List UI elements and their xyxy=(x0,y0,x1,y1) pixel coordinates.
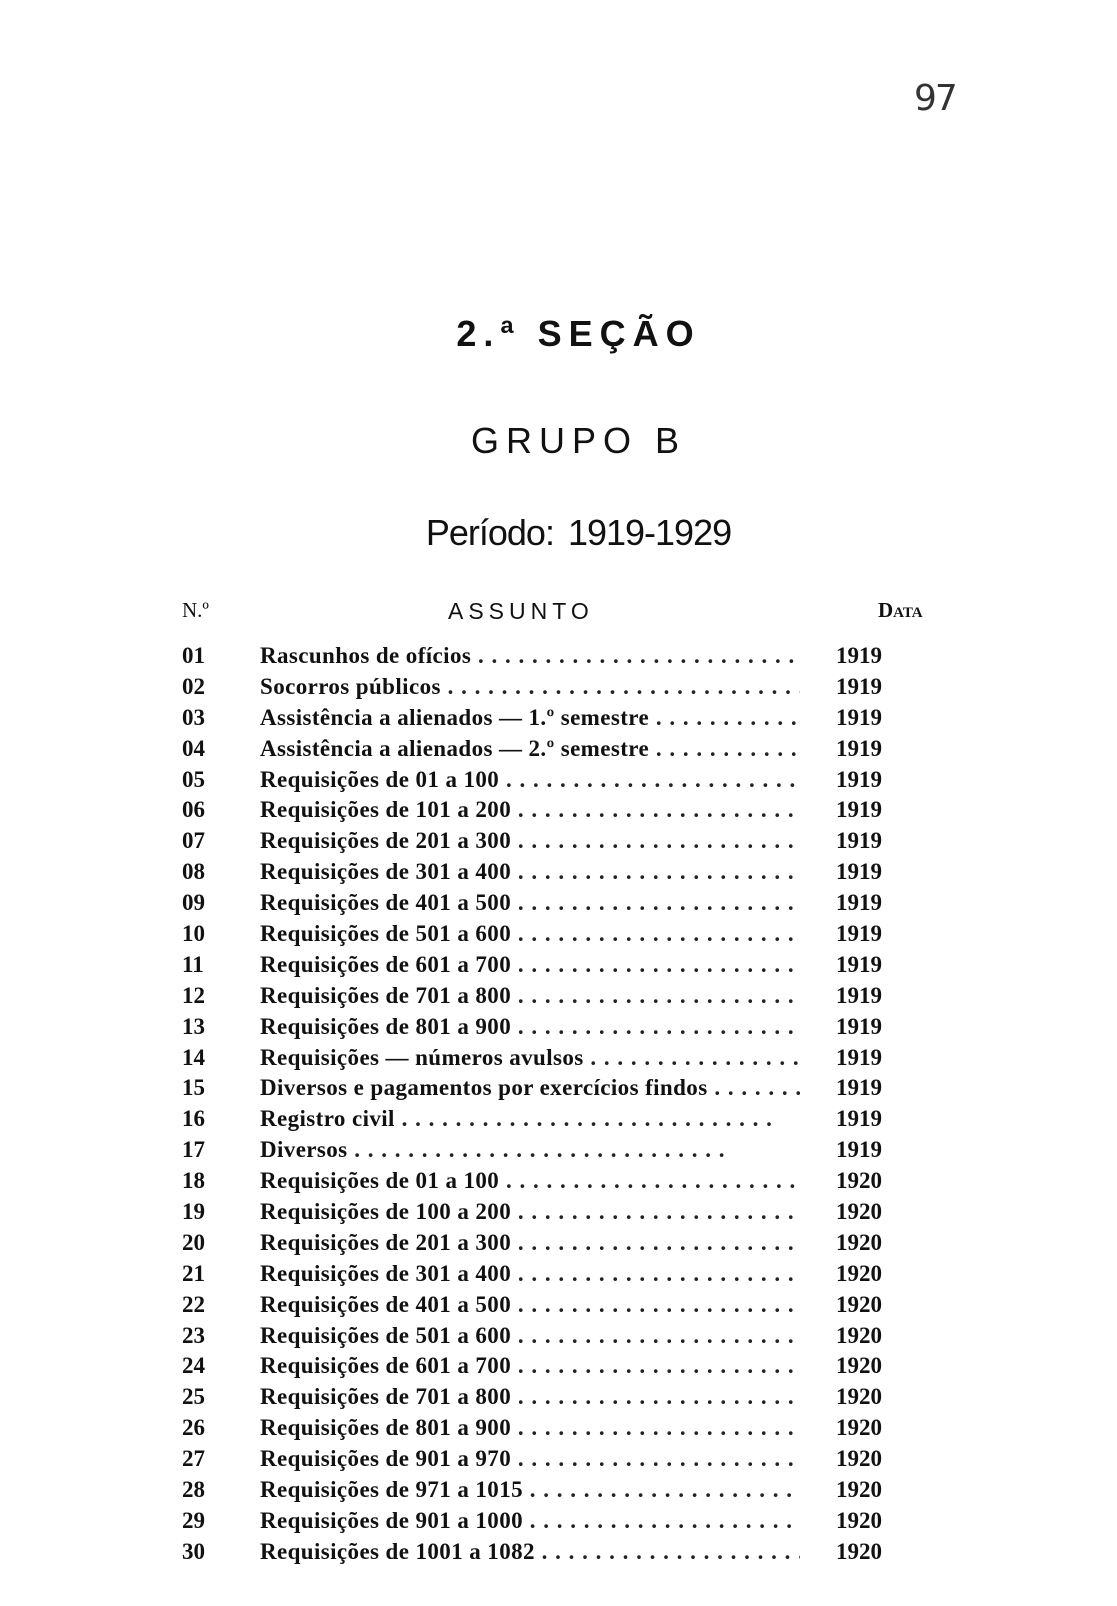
item-subject: Requisições de 100 a 200 . . xyxy=(260,1197,800,1227)
page-number: 97 xyxy=(914,78,956,119)
item-date: 1919 xyxy=(836,735,882,761)
list-item xyxy=(180,1043,910,1074)
item-subject: Requisições de 301 a 400 . . xyxy=(260,857,800,887)
item-subject: Rascunhos de ofícios . . xyxy=(260,641,800,671)
item-subject: Registro civil . . xyxy=(260,1104,800,1134)
item-date: 1919 xyxy=(836,1137,882,1163)
item-subject: Requisições de 601 a 700 . . xyxy=(260,1351,800,1381)
item-date: 1919 xyxy=(836,859,882,885)
item-number: 12 xyxy=(182,982,205,1008)
item-date: 1919 xyxy=(836,766,882,792)
list-item xyxy=(180,1290,910,1321)
item-number: 06 xyxy=(182,797,205,823)
item-number: 27 xyxy=(182,1446,205,1472)
item-date: 1919 xyxy=(836,643,882,668)
list-item xyxy=(180,1104,910,1135)
item-subject: Requisições de 801 a 900 . . xyxy=(260,1413,800,1443)
item-date: 1919 xyxy=(836,982,882,1008)
group-title: GRUPO B xyxy=(470,420,687,461)
item-subject: Diversos . . xyxy=(260,1135,800,1165)
item-date: 1920 xyxy=(836,1322,882,1348)
item-date: 1919 xyxy=(836,1075,882,1101)
item-subject: Requisições de 301 a 400 . . xyxy=(260,1259,800,1289)
item-date: 1919 xyxy=(836,673,882,699)
item-number: 02 xyxy=(182,673,205,699)
item-subject: Assistência a alienados — 2.º semestre . . xyxy=(260,734,800,764)
item-number: 13 xyxy=(182,1013,205,1039)
item-subject: Requisições de 501 a 600 . . xyxy=(260,1321,800,1351)
list-item xyxy=(180,981,910,1012)
item-date: 1919 xyxy=(836,704,882,730)
list-item xyxy=(180,765,910,796)
item-number: 26 xyxy=(182,1415,205,1441)
item-subject: Requisições de 971 a 1015 . . xyxy=(260,1475,800,1505)
item-number: 11 xyxy=(182,951,204,977)
list-item xyxy=(180,1413,910,1444)
item-number: 18 xyxy=(182,1168,205,1194)
item-subject: Requisições de 601 a 700 . . xyxy=(260,950,800,980)
list-item xyxy=(180,1321,910,1352)
item-number: 25 xyxy=(182,1384,205,1410)
list-item xyxy=(180,1012,910,1043)
period-line xyxy=(0,512,1117,554)
item-date: 1920 xyxy=(836,1507,882,1533)
list-item xyxy=(180,888,910,919)
list-item xyxy=(180,826,910,857)
item-date: 1920 xyxy=(836,1415,882,1441)
item-date: 1920 xyxy=(836,1168,882,1194)
list-item xyxy=(180,1351,910,1382)
item-number: 14 xyxy=(182,1044,205,1070)
item-date: 1920 xyxy=(836,1353,882,1379)
item-subject: Requisições — números avulsos . . xyxy=(260,1043,800,1073)
item-number: 01 xyxy=(182,643,205,668)
records-list xyxy=(180,641,910,1568)
period-label: Período: xyxy=(425,512,554,553)
list-item xyxy=(180,857,910,888)
item-subject: Requisições de 501 a 600 . . xyxy=(260,919,800,949)
item-subject: Requisições de 01 a 100 . . xyxy=(260,1166,800,1196)
item-date: 1919 xyxy=(836,890,882,916)
item-date: 1919 xyxy=(836,828,882,854)
item-subject: Requisições de 701 a 800 . . xyxy=(260,981,800,1011)
item-number: 07 xyxy=(182,828,205,854)
column-header-number: N.º xyxy=(182,598,209,622)
list-item xyxy=(180,734,910,765)
item-date: 1920 xyxy=(836,1477,882,1503)
item-date: 1920 xyxy=(836,1229,882,1255)
item-date: 1920 xyxy=(836,1291,882,1317)
period-value: 1919-1929 xyxy=(567,512,732,553)
list-item xyxy=(180,795,910,826)
list-item xyxy=(180,703,910,734)
list-item xyxy=(180,1135,910,1166)
list-item xyxy=(180,1197,910,1228)
list-item xyxy=(180,1382,910,1413)
item-number: 30 xyxy=(182,1538,205,1564)
item-number: 29 xyxy=(182,1507,205,1533)
item-number: 20 xyxy=(182,1229,205,1255)
item-number: 09 xyxy=(182,890,205,916)
item-date: 1920 xyxy=(836,1538,882,1564)
list-item xyxy=(180,919,910,950)
item-number: 05 xyxy=(182,766,205,792)
item-subject: Requisições de 401 a 500 . . xyxy=(260,888,800,918)
item-number: 19 xyxy=(182,1199,205,1225)
item-subject: Diversos e pagamentos por exercícios findos . . xyxy=(260,1073,800,1103)
item-number: 22 xyxy=(182,1291,205,1317)
item-date: 1920 xyxy=(836,1384,882,1410)
item-subject: Socorros públicos . . xyxy=(260,672,800,702)
item-date: 1919 xyxy=(836,1106,882,1132)
item-number: 21 xyxy=(182,1260,205,1286)
item-date: 1919 xyxy=(836,921,882,947)
list-item xyxy=(180,672,910,703)
item-subject: Requisições de 901 a 970 . . xyxy=(260,1444,800,1474)
item-subject: Assistência a alienados — 1.º semestre . . xyxy=(260,703,800,733)
item-subject: Requisições de 401 a 500 . . xyxy=(260,1290,800,1320)
section-title: 2.ª SEÇÃO xyxy=(456,313,701,354)
item-number: 08 xyxy=(182,859,205,885)
item-subject: Requisições de 701 a 800 . . xyxy=(260,1382,800,1412)
item-subject: Requisições de 1001 a 1082 . . xyxy=(260,1537,800,1567)
item-date: 1919 xyxy=(836,951,882,977)
item-date: 1919 xyxy=(836,797,882,823)
item-number: 23 xyxy=(182,1322,205,1348)
list-item xyxy=(180,1073,910,1104)
list-item xyxy=(180,1537,910,1568)
item-date: 1920 xyxy=(836,1260,882,1286)
column-header-subject: ASSUNTO xyxy=(448,598,594,624)
list-item xyxy=(180,641,910,672)
list-item xyxy=(180,1475,910,1506)
item-date: 1919 xyxy=(836,1013,882,1039)
item-number: 16 xyxy=(182,1106,205,1132)
item-number: 10 xyxy=(182,921,205,947)
item-number: 04 xyxy=(182,735,205,761)
item-subject: Requisições de 201 a 300 . . xyxy=(260,826,800,856)
item-date: 1919 xyxy=(836,1044,882,1070)
item-number: 24 xyxy=(182,1353,205,1379)
item-number: 28 xyxy=(182,1477,205,1503)
item-subject: Requisições de 01 a 100 . . xyxy=(260,765,800,795)
list-item xyxy=(180,1506,910,1537)
item-number: 17 xyxy=(182,1137,205,1163)
list-item xyxy=(180,1166,910,1197)
list-item xyxy=(180,1259,910,1290)
item-subject: Requisições de 801 a 900 . . xyxy=(260,1012,800,1042)
column-header-date: Data xyxy=(878,598,923,622)
item-date: 1920 xyxy=(836,1446,882,1472)
item-number: 15 xyxy=(182,1075,205,1101)
item-number: 03 xyxy=(182,704,205,730)
list-item xyxy=(180,950,910,981)
list-item xyxy=(180,1444,910,1475)
item-date: 1920 xyxy=(836,1199,882,1225)
list-item xyxy=(180,1228,910,1259)
item-subject: Requisições de 201 a 300 . . xyxy=(260,1228,800,1258)
item-subject: Requisições de 901 a 1000 . . xyxy=(260,1506,800,1536)
item-subject: Requisições de 101 a 200 . . xyxy=(260,795,800,825)
